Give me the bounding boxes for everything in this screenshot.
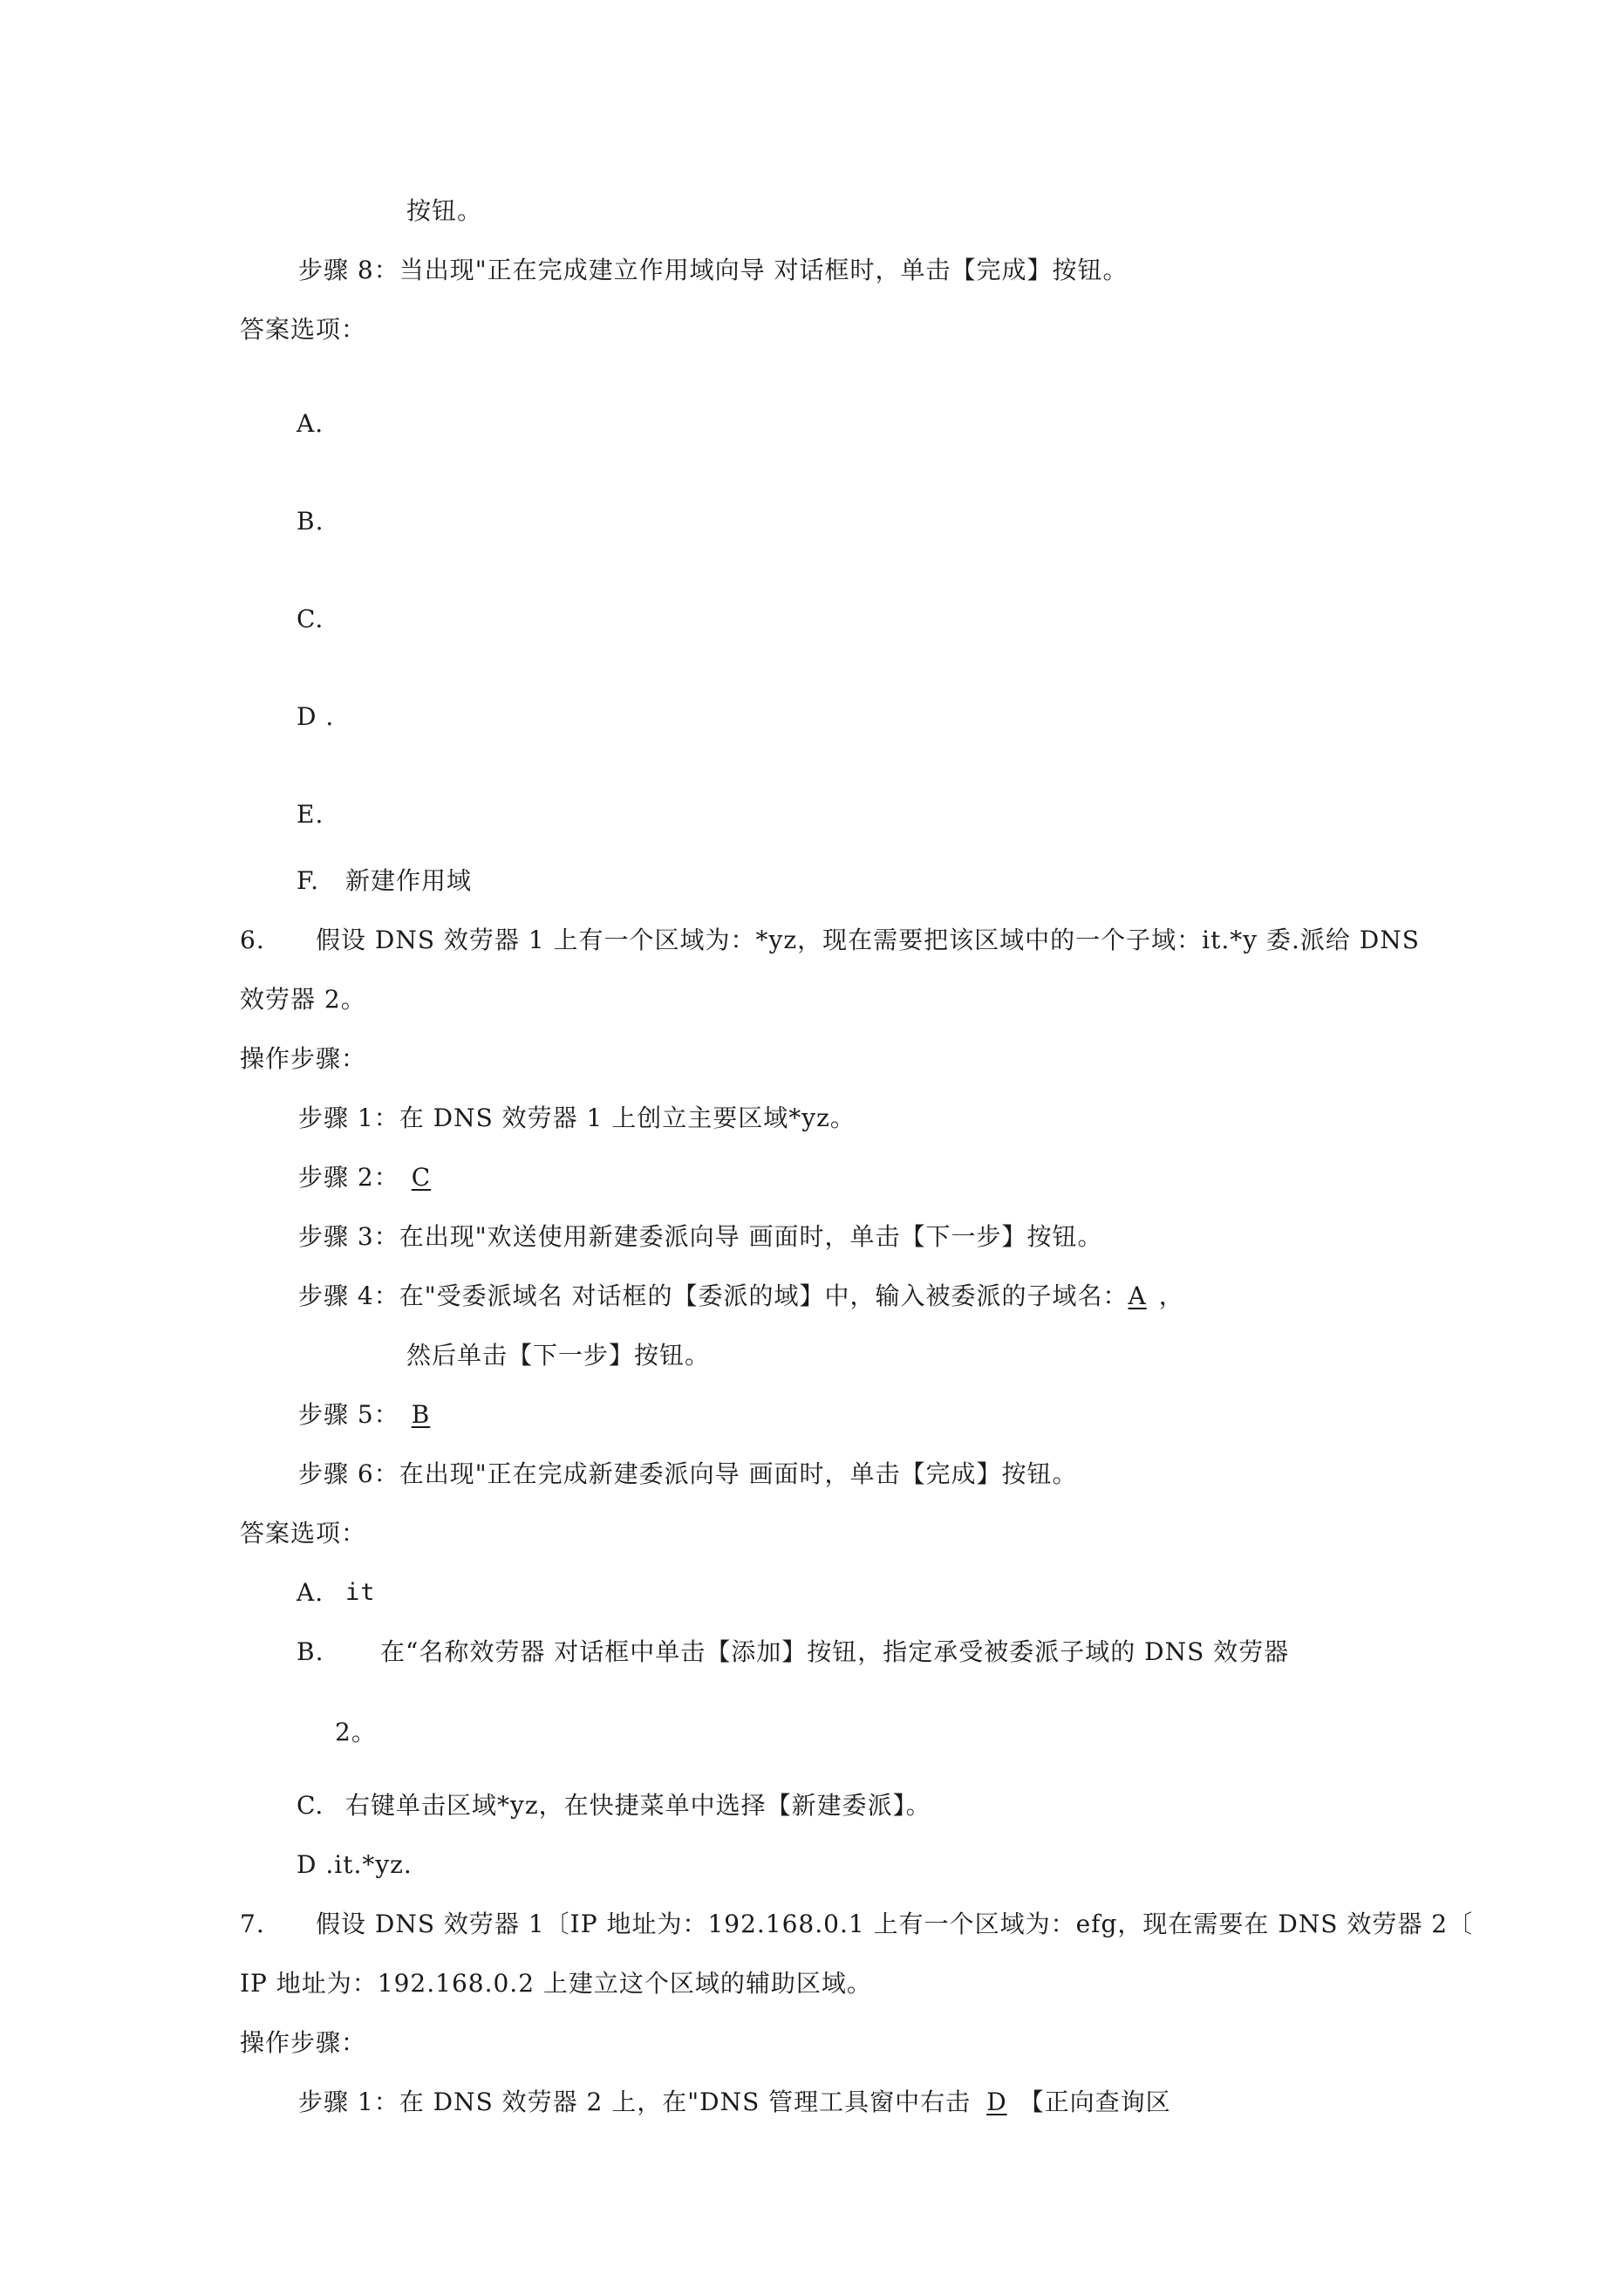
q6-step-5-answer: B xyxy=(411,1400,431,1429)
q6-option-d: D .it.*yz. xyxy=(297,1850,413,1879)
q6-step-2-answer: C xyxy=(411,1163,432,1192)
prev-option-d: D . xyxy=(297,702,335,731)
q6-number: 6. xyxy=(240,926,265,954)
q6-prompt-line2: 效劳器 2。 xyxy=(240,985,366,1014)
q6-step-3: 步骤 3：在出现"欢送使用新建委派向导 画面时，单击【下一步】按钮。 xyxy=(298,1222,1103,1251)
prev-option-e: E. xyxy=(297,800,324,829)
q6-option-c-letter: C. xyxy=(297,1791,324,1820)
q7-step-1-text: 步骤 1：在 DNS 效劳器 2 上，在"DNS 管理工具窗中右击 xyxy=(298,2088,972,2116)
prev-option-f-text: 新建作用域 xyxy=(345,866,473,895)
prev-step-8: 步骤 8：当出现"正在完成建立作用域向导 对话框时，单击【完成】按钮。 xyxy=(298,256,1129,284)
q6-step-4 xyxy=(298,1279,1184,1314)
q6-option-b-text: 在“名称效劳器 对话框中单击【添加】按钮，指定承受被委派子域的 DNS 效劳器 xyxy=(380,1637,1290,1666)
prev-option-a: A. xyxy=(297,409,324,438)
q6-step-4-text: 步骤 4：在"受委派域名 对话框的【委派的域】中，输入被委派的子域名： xyxy=(298,1281,1129,1310)
q6-step-2 xyxy=(298,1160,431,1195)
q6-step-6: 步骤 6：在出现"正在完成新建委派向导 画面时，单击【完成】按钮。 xyxy=(298,1459,1078,1488)
q6-steps-label: 操作步骤： xyxy=(240,1044,367,1073)
q7-number: 7. xyxy=(240,1910,265,1938)
q6-option-a-letter: A. xyxy=(297,1578,324,1607)
q6-step-4-comma: ， xyxy=(1158,1281,1184,1310)
prev-answers-label: 答案选项： xyxy=(240,315,367,344)
q6-step-2-label: 步骤 2： xyxy=(298,1163,399,1192)
prev-option-c: C. xyxy=(297,605,324,633)
q6-answers-label: 答案选项： xyxy=(240,1519,367,1548)
q6-option-b-letter: B. xyxy=(297,1637,324,1666)
q6-option-c-text: 右键单击区域*yz，在快捷菜单中选择【新建委派】。 xyxy=(345,1791,931,1820)
q7-prompt-line1: 假设 DNS 效劳器 1〔IP 地址为：192.168.0.1 上有一个区域为：efg，现在需要在 DNS 效劳器 2〔 xyxy=(316,1910,1474,1938)
q7-step-1 xyxy=(298,2085,1171,2120)
q6-step-4-answer: A xyxy=(1128,1281,1147,1310)
q7-steps-label: 操作步骤： xyxy=(240,2028,367,2057)
prev-option-f-letter: F. xyxy=(297,866,319,895)
q7-step-1-answer: D xyxy=(986,2088,1007,2116)
q6-step-4-continuation: 然后单击【下一步】按钮。 xyxy=(406,1341,711,1370)
q6-option-a-text: it xyxy=(345,1579,376,1606)
q6-prompt-line1: 假设 DNS 效劳器 1 上有一个区域为：*yz，现在需要把该区域中的一个子域：it.*y 委.派给 DNS xyxy=(316,926,1420,954)
prev-option-b: B. xyxy=(297,507,324,536)
q6-step-1: 步骤 1：在 DNS 效劳器 1 上创立主要区域*yz。 xyxy=(298,1104,856,1132)
q6-option-b-continuation: 2。 xyxy=(335,1718,377,1746)
q7-prompt-line2: IP 地址为：192.168.0.2 上建立这个区域的辅助区域。 xyxy=(240,1969,872,1998)
q6-step-5-label: 步骤 5： xyxy=(298,1400,399,1429)
prev-step-continuation: 按钮。 xyxy=(406,196,483,225)
q6-step-5 xyxy=(298,1397,430,1432)
q7-step-1-suffix: 【正向查询区 xyxy=(1019,2088,1171,2116)
